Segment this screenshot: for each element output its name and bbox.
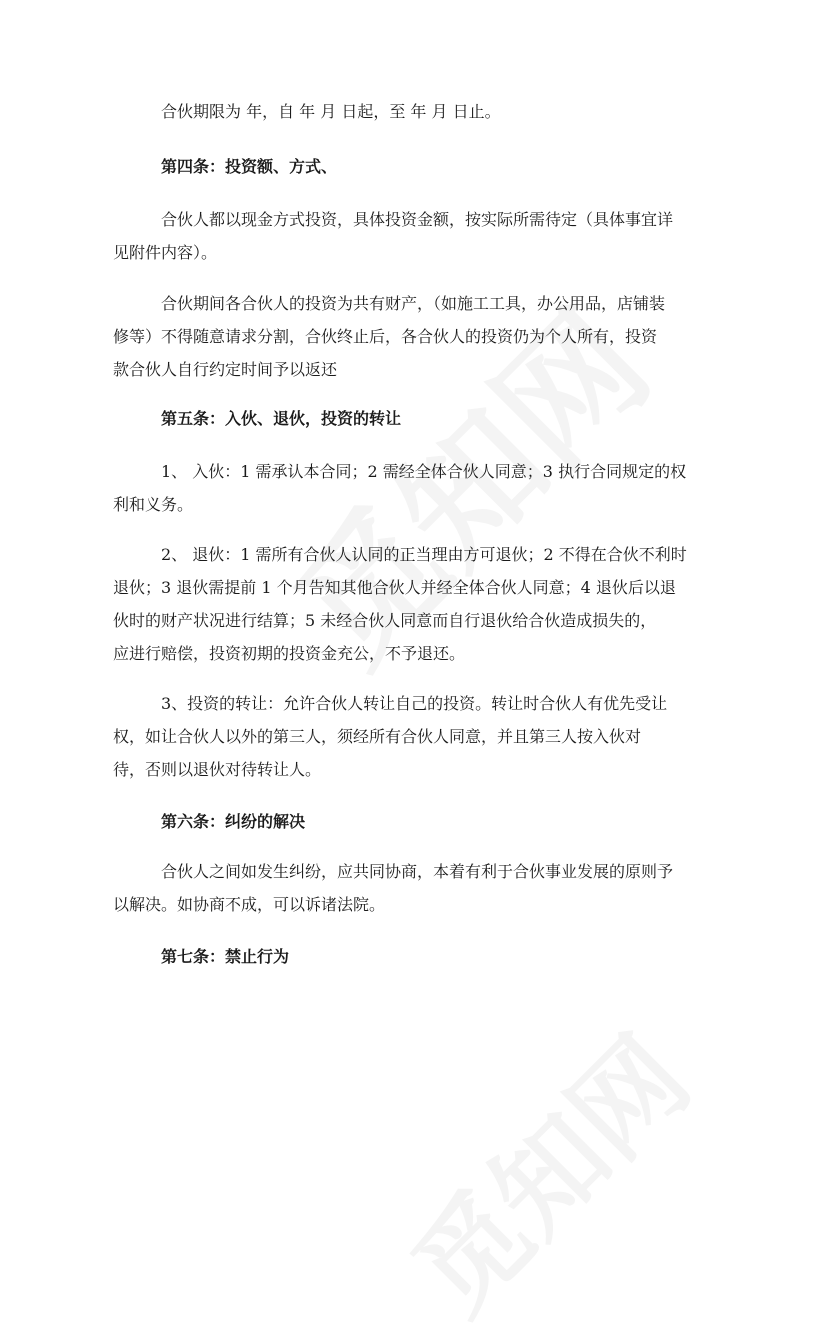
paragraph-term — [113, 95, 713, 128]
paragraph-transfer — [113, 687, 713, 786]
text-line: 见附件内容）。 — [113, 243, 218, 262]
watermark — [372, 996, 717, 1341]
text-line: 合伙期间各合伙人的投资为共有财产，（如施工工具，办公用品，店铺装 — [161, 294, 666, 313]
text-line: 伙时的财产状况进行结算；5 未经合伙人同意而自行退伙给合伙造成损失的， — [113, 611, 657, 630]
paragraph-joint-property — [113, 287, 713, 386]
text-line: 合伙人都以现金方式投资，具体投资金额，按实际所需待定（具体事宜详 — [161, 210, 674, 229]
text-line: 款合伙人自行约定时间予以返还 — [113, 360, 338, 379]
paragraph-disputes — [113, 855, 713, 921]
heading-article-5: 第五条：入伙、退伙，投资的转让 — [161, 409, 402, 428]
text-line: 待，否则以退伙对待转让人。 — [113, 760, 322, 779]
heading-article-4: 第四条：投资额、方式、 — [161, 157, 338, 176]
text-line: 权，如让合伙人以外的第三人，须经所有合伙人同意，并且第三人按入伙对 — [113, 727, 642, 746]
paragraph-withdrawal — [113, 538, 713, 670]
text-line: 以解决。如协商不成，可以诉诸法院。 — [113, 895, 386, 914]
text-line: 1、 入伙：1 需承认本合同；2 需经全体合伙人同意；3 执行合同规定的权 — [161, 462, 687, 481]
text-line: 3、投资的转让：允许合伙人转让自己的投资。转让时合伙人有优先受让 — [161, 694, 668, 713]
text-line: 修等）不得随意请求分割，合伙终止后，各合伙人的投资仍为个人所有，投资 — [113, 327, 658, 346]
text-line: 利和义务。 — [113, 495, 194, 514]
text-line: 2、 退伙：1 需所有合伙人认同的正当理由方可退伙；2 不得在合伙不利时 — [161, 545, 687, 564]
text-line: 合伙人之间如发生纠纷，应共同协商，本着有利于合伙事业发展的原则予 — [161, 862, 674, 881]
paragraph-joining — [113, 455, 713, 521]
text-line: 退伙；3 退伙需提前 1 个月告知其他合伙人并经全体合伙人同意；4 退伙后以退 — [113, 578, 676, 597]
heading-article-7: 第七条：禁止行为 — [161, 947, 290, 966]
text-line: 合伙期限为 年，自 年 月 日起，至 年 月 日止。 — [161, 102, 501, 121]
heading-article-6: 第六条：纠纷的解决 — [161, 812, 306, 831]
text-line: 应进行赔偿，投资初期的投资金充公，不予退还。 — [113, 644, 466, 663]
paragraph-investment-method — [113, 203, 713, 269]
